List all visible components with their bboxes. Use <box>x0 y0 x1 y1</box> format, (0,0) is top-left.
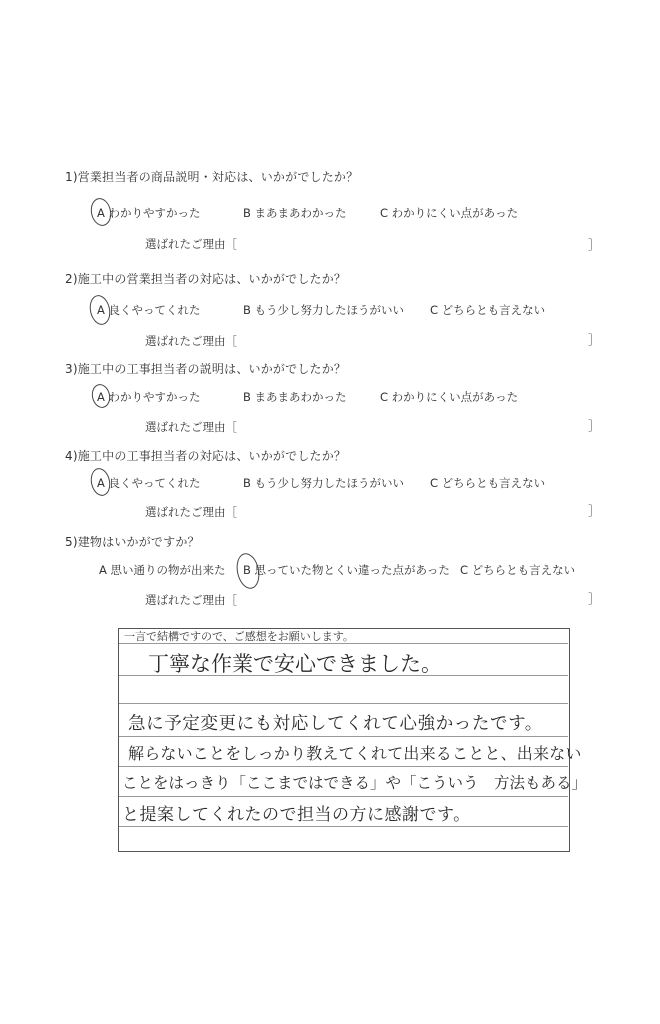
q1-option-c[interactable]: C わかりにくい点があった <box>380 206 519 220</box>
question-1-label: 1)営業担当者の商品説明・対応は、いかがでしたか？ <box>65 170 359 184</box>
q5-option-a[interactable]: A 思い通りの物が出来た <box>99 563 226 577</box>
selection-circle-q3 <box>90 382 113 409</box>
q3-option-c[interactable]: C わかりにくい点があった <box>380 390 519 404</box>
q3-option-a[interactable]: A わかりやすかった <box>97 390 201 404</box>
selection-circle-q1 <box>88 196 113 228</box>
q2-option-a[interactable]: A 良くやってくれた <box>97 303 201 317</box>
q5-reason-close: ］ <box>588 592 601 606</box>
ruled-line <box>119 826 568 827</box>
q4-reason-label: 選ばれたご理由［ <box>145 505 237 519</box>
q5-reason-label: 選ばれたご理由［ <box>145 593 237 607</box>
q2-option-b[interactable]: B もう少し努力したほうがいい <box>243 303 405 317</box>
selection-circle-q5 <box>233 551 262 591</box>
ruled-line <box>119 796 568 797</box>
q5-option-c[interactable]: C どちらとも言えない <box>460 563 576 577</box>
q3-option-b[interactable]: B まあまあわかった <box>243 390 347 404</box>
ruled-line <box>119 766 568 767</box>
ruled-line <box>119 643 568 644</box>
q2-reason-close: ］ <box>588 333 601 347</box>
q1-reason-close: ］ <box>588 238 601 252</box>
q2-option-c[interactable]: C どちらとも言えない <box>430 303 546 317</box>
q4-option-a[interactable]: A 良くやってくれた <box>97 476 201 490</box>
selection-circle-q4 <box>88 466 112 497</box>
q1-option-b[interactable]: B まあまあわかった <box>243 206 347 220</box>
q1-option-a[interactable]: A わかりやすかった <box>97 206 201 220</box>
question-3-label: 3)施工中の工事担当者の説明は、いかがでしたか？ <box>65 362 347 376</box>
question-5-label: 5)建物はいかがですか？ <box>65 535 200 549</box>
q3-reason-close: ］ <box>588 419 601 433</box>
q5-option-b[interactable]: B 思っていた物とくい違った点があった <box>243 563 450 577</box>
ruled-line <box>119 736 568 737</box>
handwritten-line-4: ことをはっきり「ここまではできる」や「こういう 方法もある」 <box>122 774 588 792</box>
question-2-label: 2)施工中の営業担当者の対応は、いかがでしたか？ <box>65 272 347 286</box>
selection-circle-q2 <box>87 293 113 327</box>
q4-option-c[interactable]: C どちらとも言えない <box>430 476 546 490</box>
question-4-label: 4)施工中の工事担当者の対応は、いかがでしたか？ <box>65 449 347 463</box>
handwritten-line-5: と提案してくれたので担当の方に感謝です。 <box>122 805 471 825</box>
comment-header: 一言で結構ですので、ご感想をお願いします。 <box>124 630 354 643</box>
q4-reason-close: ］ <box>588 504 601 518</box>
q1-reason-label: 選ばれたご理由［ <box>145 237 237 251</box>
q2-reason-label: 選ばれたご理由［ <box>145 334 237 348</box>
q4-option-b[interactable]: B もう少し努力したほうがいい <box>243 476 405 490</box>
handwritten-line-3: 解らないことをしっかり教えてくれて出来ることと、出来ない <box>128 744 582 763</box>
handwritten-line-1: 丁寧な作業で安心できました。 <box>148 652 442 676</box>
q3-reason-label: 選ばれたご理由［ <box>145 420 237 434</box>
ruled-line <box>119 703 568 704</box>
handwritten-line-2: 急に予定変更にも対応してくれて心強かったです。 <box>128 714 543 734</box>
